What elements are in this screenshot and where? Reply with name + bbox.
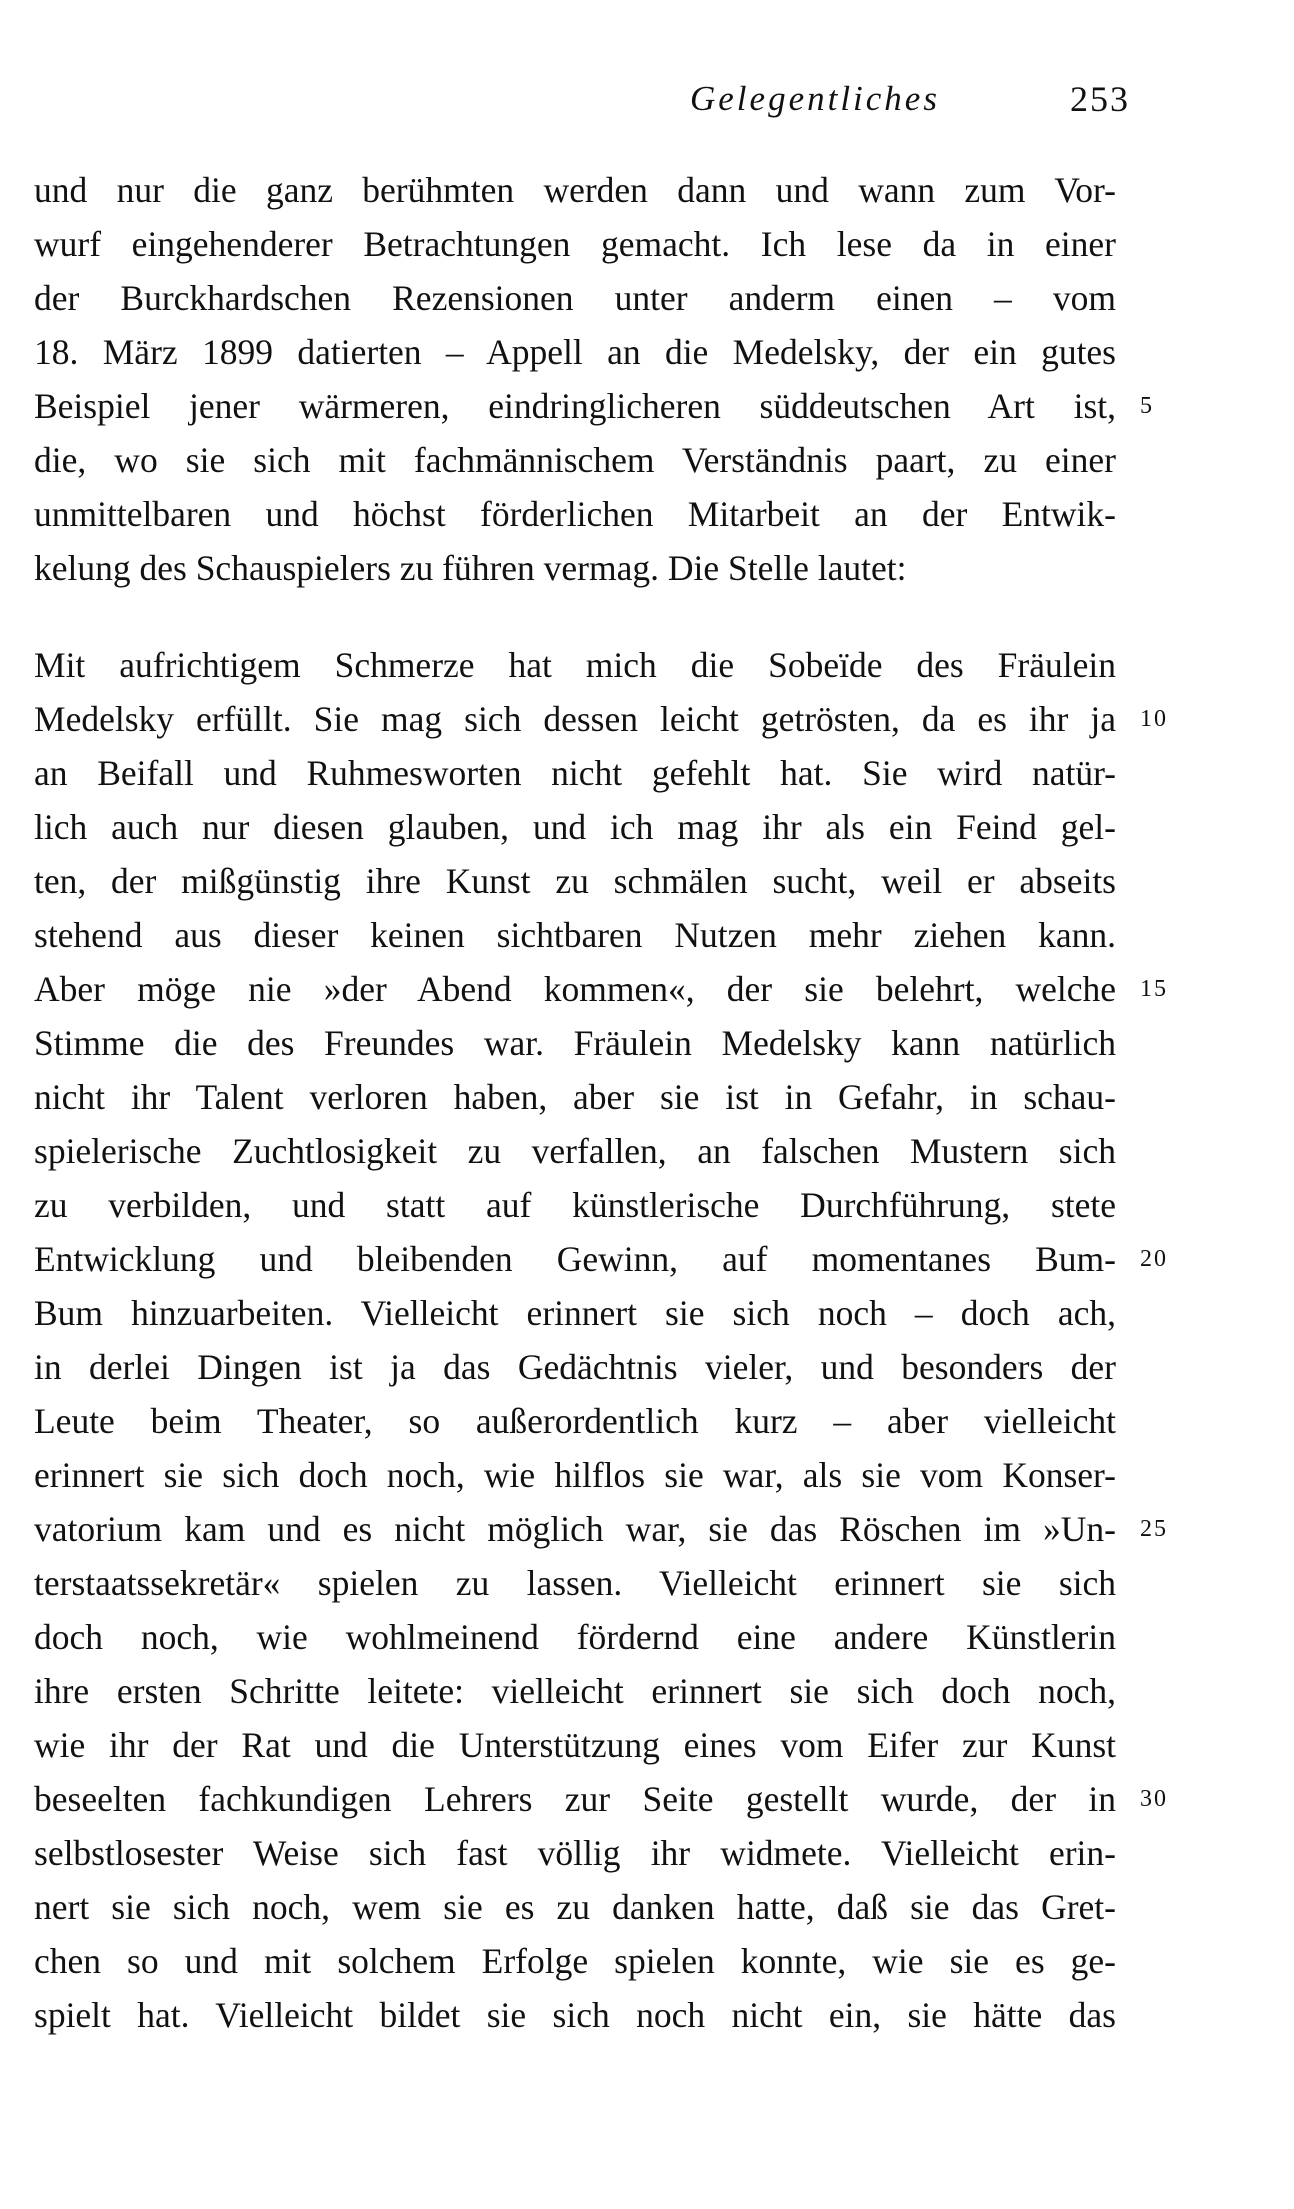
quote-line: zu verbilden, und statt auf künstlerische Durchführung, stete bbox=[34, 1185, 1116, 1225]
quote-line: in derlei Dingen ist ja das Gedächtnis vieler, und besonders der bbox=[34, 1347, 1116, 1387]
quote-line: spielt hat. Vielleicht bildet sie sich noch nicht ein, sie hätte das bbox=[34, 1995, 1116, 2035]
quote-line: Bum hinzuarbeiten. Vielleicht erinnert sie sich noch – doch ach, bbox=[34, 1293, 1116, 1333]
quote-line: stehend aus dieser keinen sichtbaren Nutzen mehr ziehen kann. bbox=[34, 915, 1116, 955]
quote-line: Entwicklung und bleibenden Gewinn, auf momentanes Bum- bbox=[34, 1239, 1116, 1279]
quote-line: nicht ihr Talent verloren haben, aber sie ist in Gefahr, in schau- bbox=[34, 1077, 1116, 1117]
quote-line: nert sie sich noch, wem sie es zu danken hatte, daß sie das Gret- bbox=[34, 1887, 1116, 1927]
text-line: und nur die ganz berühmten werden dann und wann zum Vor- bbox=[34, 170, 1116, 210]
quote-line: wie ihr der Rat und die Unterstützung eines vom Eifer zur Kunst bbox=[34, 1725, 1116, 1765]
quote-line: doch noch, wie wohlmeinend fördernd eine andere Künstlerin bbox=[34, 1617, 1116, 1657]
text-line: wurf eingehenderer Betrachtungen gemacht. Ich lese da in einer bbox=[34, 224, 1116, 264]
page-number: 253 bbox=[1070, 79, 1130, 119]
running-header bbox=[690, 78, 1130, 128]
quote-line: Mit aufrichtigem Schmerze hat mich die Sobeïde des Fräulein bbox=[34, 645, 1116, 685]
line-number: 15 bbox=[1140, 976, 1168, 1002]
line-number: 5 bbox=[1140, 393, 1154, 419]
quote-line: selbstlosester Weise sich fast völlig ihr widmete. Vielleicht erin- bbox=[34, 1833, 1116, 1873]
text-line: Beispiel jener wärmeren, eindringlicheren süddeutschen Art ist, bbox=[34, 386, 1116, 426]
quote-line: terstaatssekretär« spielen zu lassen. Vielleicht erinnert sie sich bbox=[34, 1563, 1116, 1603]
quote-line: Stimme die des Freundes war. Fräulein Medelsky kann natürlich bbox=[34, 1023, 1116, 1063]
text-line: die, wo sie sich mit fachmännischem Verständnis paart, zu einer bbox=[34, 440, 1116, 480]
line-number: 10 bbox=[1140, 706, 1168, 732]
line-number: 20 bbox=[1140, 1246, 1168, 1272]
quote-line: ihre ersten Schritte leitete: vielleicht erinnert sie sich doch noch, bbox=[34, 1671, 1116, 1711]
line-number: 30 bbox=[1140, 1786, 1168, 1812]
running-title: Gelegentliches bbox=[690, 79, 940, 118]
quote-line: erinnert sie sich doch noch, wie hilflos sie war, als sie vom Konser- bbox=[34, 1455, 1116, 1495]
quote-line: Leute beim Theater, so außerordentlich kurz – aber vielleicht bbox=[34, 1401, 1116, 1441]
quote-line: ten, der mißgünstig ihre Kunst zu schmälen sucht, weil er abseits bbox=[34, 861, 1116, 901]
quote-line: an Beifall und Ruhmesworten nicht gefehlt hat. Sie wird natür- bbox=[34, 753, 1116, 793]
quote-line: beseelten fachkundigen Lehrers zur Seite gestellt wurde, der in bbox=[34, 1779, 1116, 1819]
text-line: kelung des Schauspielers zu führen vermag. Die Stelle lautet: bbox=[34, 548, 907, 588]
text-line: der Burckhardschen Rezensionen unter anderm einen – vom bbox=[34, 278, 1116, 318]
quote-line: vatorium kam und es nicht möglich war, sie das Röschen im »Un- bbox=[34, 1509, 1116, 1549]
quote-line: chen so und mit solchem Erfolge spielen konnte, wie sie es ge- bbox=[34, 1941, 1116, 1981]
quote-line: Medelsky erfüllt. Sie mag sich dessen leicht getrösten, da es ihr ja bbox=[34, 699, 1116, 739]
text-line: 18. März 1899 datierten – Appell an die Medelsky, der ein gutes bbox=[34, 332, 1116, 372]
text-line: unmittelbaren und höchst förderlichen Mitarbeit an der Entwik- bbox=[34, 494, 1116, 534]
line-number: 25 bbox=[1140, 1516, 1168, 1542]
quote-line: lich auch nur diesen glauben, und ich mag ihr als ein Feind gel- bbox=[34, 807, 1116, 847]
quote-line: Aber möge nie »der Abend kommen«, der sie belehrt, welche bbox=[34, 969, 1116, 1009]
quote-line: spielerische Zuchtlosigkeit zu verfallen, an falschen Mustern sich bbox=[34, 1131, 1116, 1171]
